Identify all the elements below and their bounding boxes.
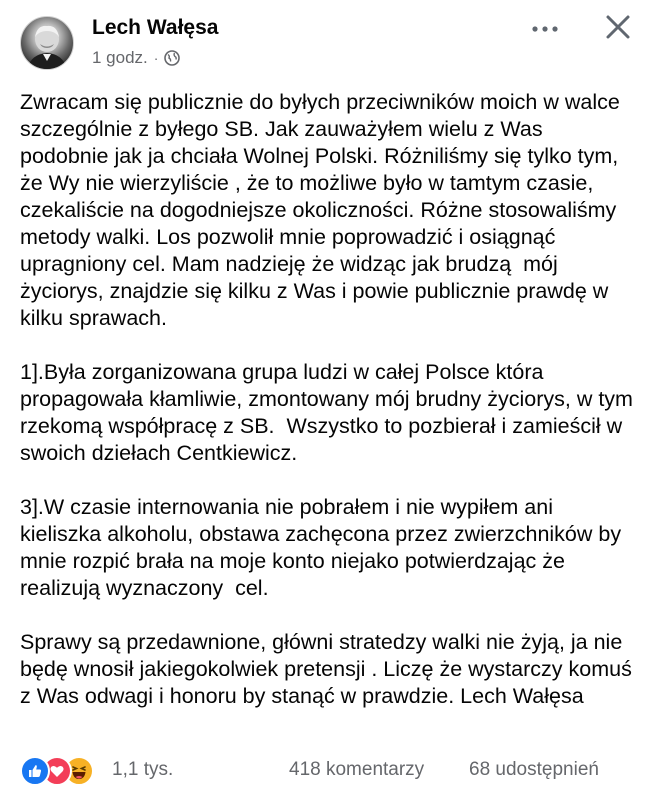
post-paragraph: Sprawy są przedawnione, główni stratedzy walki nie żyją, ja nie będę wnosił jakiegokolwiek pretensji . Liczę że wystarczy komuś z Was odwagi i honoru by stanąć w prawdzie. Lech Wałęsa xyxy=(20,630,638,708)
reactions-summary[interactable] xyxy=(20,756,86,784)
post-paragraph: 3].W czasie internowania nie pobrałem i nie wypiłem ani kieliszka alkoholu, obstawa zachęcona przez zwierzchników by mnie rozpić brała na moje konto niejako potwierdzając że realizują wyznaczony cel. xyxy=(20,495,628,600)
globe-icon xyxy=(164,50,180,66)
avatar[interactable] xyxy=(20,16,74,70)
more-options-icon[interactable] xyxy=(530,18,560,40)
author-name[interactable]: Lech Wałęsa xyxy=(92,16,219,39)
post-time[interactable]: 1 godz. xyxy=(92,48,148,67)
reaction-count[interactable]: 1,1 tys. xyxy=(112,759,174,780)
post-header xyxy=(0,0,651,82)
post-paragraph: 1].Była zorganizowana grupa ludzi w całej Polsce która propagowała kłamliwie, zmontowany mój brudny życiorys, w tym rzekomą współpracę z SB. Wszystko to pozbierał i zamieścił w swoich dziełach Centkiewicz. xyxy=(20,360,639,465)
like-icon xyxy=(20,756,50,786)
shares-count[interactable]: 68 udostępnień xyxy=(469,759,599,780)
post-meta xyxy=(92,48,180,68)
post-paragraph: Zwracam się publicznie do byłych przeciwników moich w walce szczególnie z byłego SB. Jak zauważyłem wielu z Was podobnie jak ja chciała Wolnej Polski. Różniliśmy się tylko tym, że Wy nie wierzyliście , że to możliwe było w tamtym czasie, czekaliście na dogodniejsze okoliczności. Różne stosowaliśmy metody walki. Los pozwolił mnie poprowadzić i osiągnąć upragniony cel. Mam nadzieję że widząc jak brudzą mój życiorys, znajdzie się kilku z Was i powie publicznie prawdę w kilku sprawach. xyxy=(20,90,626,330)
post-body xyxy=(20,89,639,710)
close-icon[interactable] xyxy=(603,12,633,42)
meta-separator: · xyxy=(153,50,159,66)
post-footer xyxy=(20,756,631,786)
comments-count[interactable]: 418 komentarzy xyxy=(289,759,425,780)
